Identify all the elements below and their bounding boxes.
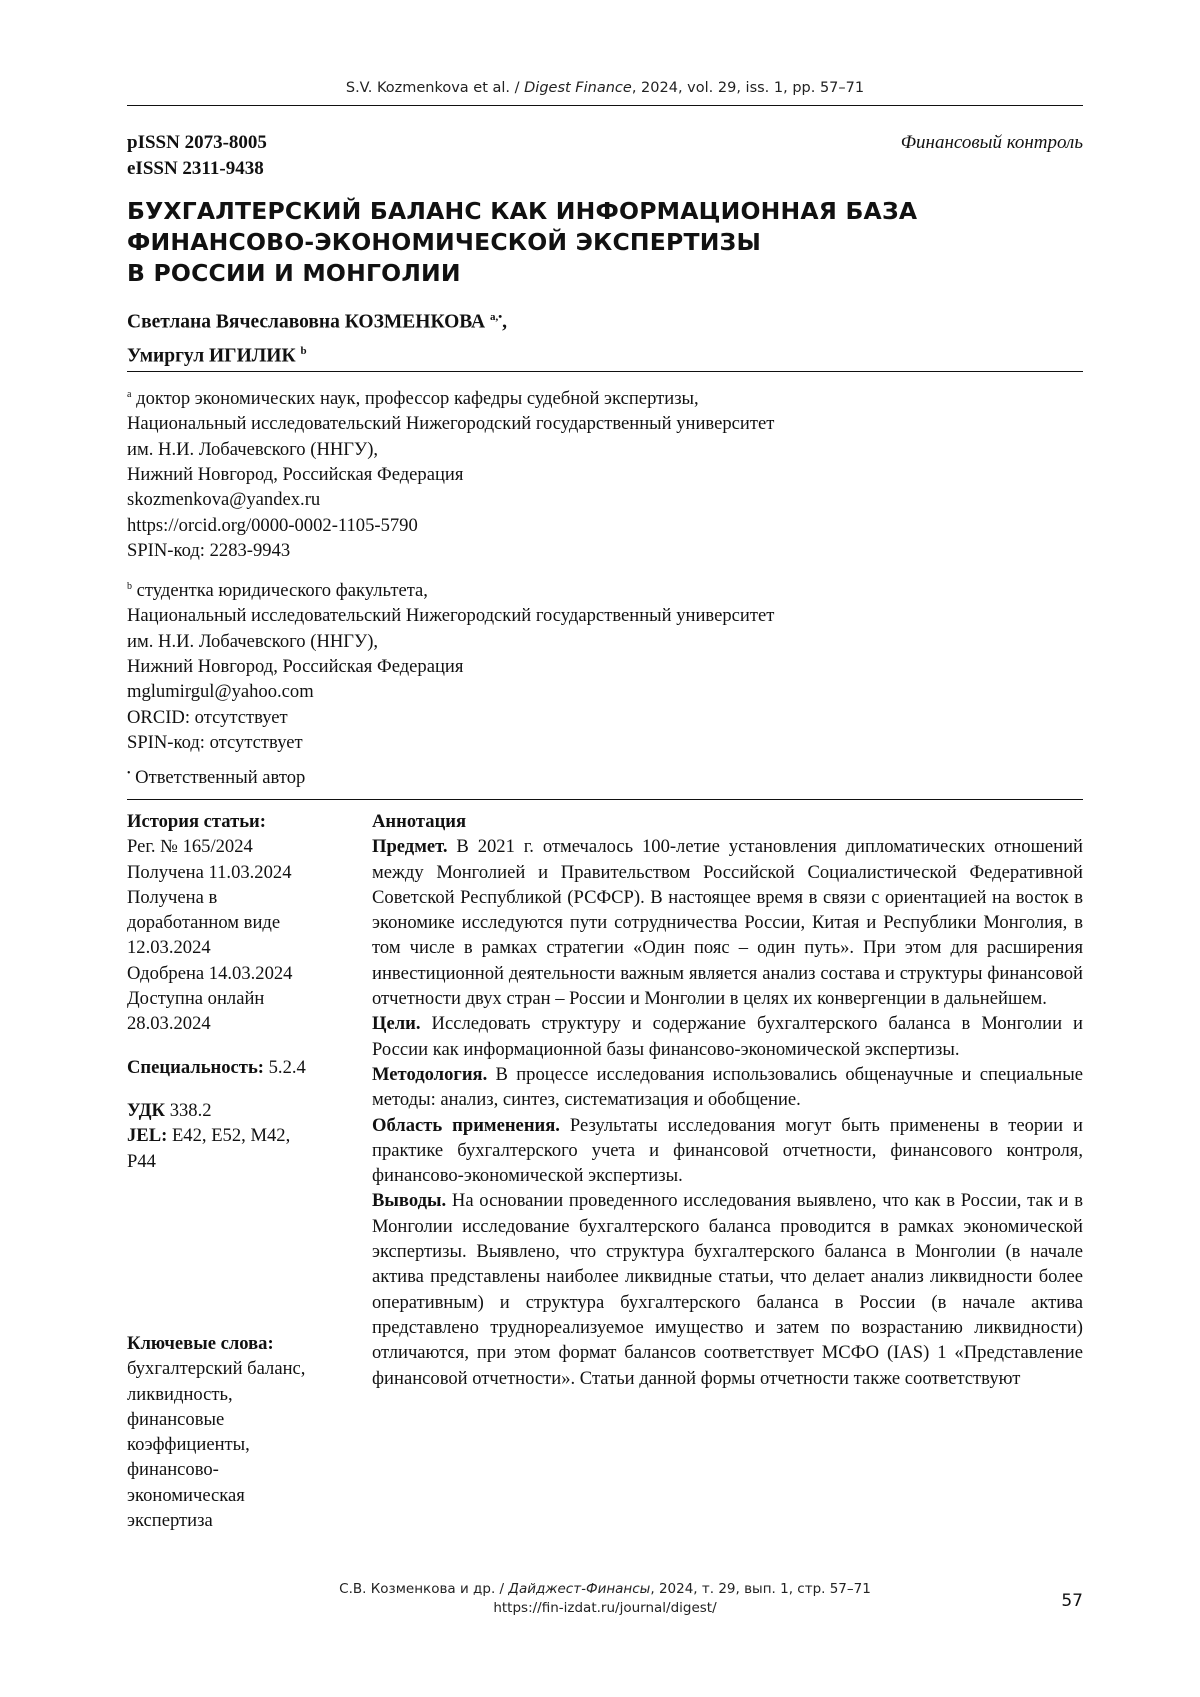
corresponding-text: Ответственный автор [135,767,306,788]
keyword-line: финансовые [127,1408,225,1430]
footer-citation [127,1580,1083,1599]
abstract [372,809,1083,1391]
article-metadata [127,809,347,1174]
metadata-rule [127,799,1083,800]
abstract-methods [372,1062,1083,1113]
running-head [127,80,1083,96]
author-name: Умиргул ИГИЛИК [127,345,296,366]
keyword-line: финансово- [127,1459,219,1481]
affiliation-mark: a [127,389,132,400]
abstract-para-text: В 2021 г. отмечалось 100-летие установления дипломатических отношений между Монголией и Правительством Российской Социалистической Федеративной Советской Республикой (РСФСР). В настоящее время в связи с ориентацией на восток в экономике исследуются пути сотрудничества России, Китая и Республики Монголия, в том числе в рамках стратегии «Один пояс – один путь». При этом для расширения инвестиционной деятельности важным является анализ состава и структуры финансовой отчетности двух стран – России и Монголии в целях их конвергенции в дальнейшем. [372,836,1083,1010]
specialty-value: 5.2.4 [268,1056,306,1078]
affiliation-b [127,574,1087,755]
author [127,303,507,337]
jel-value: E42, E52, M42, [171,1125,291,1147]
keyword-line: бухгалтерский баланс, [127,1358,306,1380]
article-title [127,196,1087,289]
abstract-para-head: Выводы. [372,1190,447,1212]
affiliation-university-short: им. Н.И. Лобачевского (ННГУ), [127,630,379,652]
affiliation-university: Национальный исследовательский Нижегородский государственный университет [127,605,775,627]
author-email: skozmenkova@yandex.ru [127,489,321,511]
udc-label: УДК [127,1099,166,1121]
abstract-scope [372,1113,1083,1189]
page-footer [127,1580,1083,1618]
affiliation-city: Нижний Новгород, Российская Федерация [127,464,464,486]
jel-value-continued: P44 [127,1150,156,1172]
affiliation-university: Национальный исследовательский Нижегородский государственный университет [127,413,775,435]
history-line: Получена 11.03.2024 [127,861,292,883]
keyword-line: экономическая [127,1484,245,1506]
abstract-para-head: Предмет. [372,836,448,858]
electronic-issn: eISSN 2311-9438 [127,158,264,179]
running-head-authors: S.V. Kozmenkova et al. / [345,80,525,96]
running-head-journal: Digest Finance [524,80,632,96]
history-heading: История статьи: [127,811,266,832]
abstract-objectives [372,1011,1083,1062]
author-mark: b [300,344,307,357]
history-line: Рег. № 165/2024 [127,836,253,858]
affiliation-position: доктор экономических наук, профессор кафедры судебной экспертизы, [136,388,699,410]
footer-url[interactable]: https://fin-izdat.ru/journal/digest/ [493,1600,717,1616]
author-list [127,303,507,370]
abstract-para-head: Методология. [372,1063,488,1085]
specialty [127,1055,347,1080]
corresponding-author-note [127,767,305,789]
affiliation-a [127,382,1087,563]
affiliation-mark: b [127,581,132,592]
keyword-line: экспертиза [127,1510,213,1532]
affiliation-position: студентка юридического факультета, [136,580,428,602]
udc-value: 338.2 [169,1099,212,1121]
affiliation-city: Нижний Новгород, Российская Федерация [127,656,464,678]
abstract-para-head: Область применения. [372,1114,560,1136]
history-line: 28.03.2024 [127,1013,211,1035]
abstract-para-head: Цели. [372,1013,421,1035]
title-line: ФИНАНСОВО-ЭКОНОМИЧЕСКОЙ ЭКСПЕРТИЗЫ [127,228,762,256]
title-line: В РОССИИ И МОНГОЛИИ [127,259,461,287]
authors-rule [127,371,1083,372]
author-orcid: ORCID: отсутствует [127,706,288,728]
header-rule [127,105,1083,106]
author-orcid: https://orcid.org/0000-0002-1105-5790 [127,514,418,536]
corresponding-mark: • [127,767,131,779]
affiliation-university-short: им. Н.И. Лобачевского (ННГУ), [127,438,379,460]
abstract-conclusions [372,1188,1083,1390]
history-line: доработанном виде [127,912,281,934]
keyword-line: коэффициенты, [127,1434,250,1456]
history-line: Получена в [127,886,218,908]
jel [127,1123,347,1148]
print-issn: pISSN 2073-8005 [127,132,267,153]
author-email: mglumirgul@yahoo.com [127,681,314,703]
author-separator: , [502,311,507,333]
page-number: 57 [1061,1591,1083,1611]
abstract-heading: Аннотация [372,811,467,832]
issn-block [127,130,267,182]
author-spin: SPIN-код: отсутствует [127,731,303,753]
history-line: 12.03.2024 [127,937,211,959]
abstract-para-text: Исследовать структуру и содержание бухгалтерского баланса в Монголии и России как информационной базы финансово-экономической экспертизы. [372,1013,1083,1060]
author-name: Светлана Вячеславовна КОЗМЕНКОВА [127,311,486,333]
footer-citation-rest: , 2024, т. 29, вып. 1, стр. 57–71 [650,1581,871,1597]
specialty-label: Специальность: [127,1056,264,1078]
udc [127,1098,347,1123]
history-line: Доступна онлайн [127,988,265,1010]
jel-label: JEL: [127,1125,168,1147]
footer-journal: Дайджест-Финансы [508,1581,651,1597]
abstract-para-text: На основании проведенного исследования выявлено, что как в России, так и в Монголии исследование бухгалтерского баланса проводится в рамках экономической экспертизы. Выявлено, что структура бухгалтерского баланса в Монголии (в начале актива представлены наиболее ликвидные статьи, что делает анализ ликвидности более оперативным) и структура бухгалтерского баланса в России (в начале актива представлено труднореализуемое имущество и затем по возрастанию ликвидности) отличаются, при этом формат балансов соответствует МСФО (IAS) 1 «Представление финансовой отчетности». Статьи данной формы отчетности также соответствуют [372,1190,1083,1389]
keywords-heading: Ключевые слова: [127,1333,274,1354]
keywords-block [127,1331,347,1533]
running-head-details: , 2024, vol. 29, iss. 1, pp. 57–71 [631,80,865,96]
section-name: Финансовый контроль [900,132,1083,153]
footer-citation-prefix: С.В. Козменкова и др. / [339,1581,509,1597]
title-line: БУХГАЛТЕРСКИЙ БАЛАНС КАК ИНФОРМАЦИОННАЯ БАЗА [127,197,918,225]
abstract-para-text: Результаты исследования могут быть применены в теории и практике бухгалтерского учета и финансовой отчетности, финансового контроля, финансово-экономической экспертизы. [372,1114,1083,1187]
abstract-subject [372,834,1083,1011]
author [127,337,507,371]
history-line: Одобрена 14.03.2024 [127,962,293,984]
author-mark: a,• [490,311,503,323]
keyword-line: ликвидность, [127,1383,233,1405]
author-spin: SPIN-код: 2283-9943 [127,539,291,561]
abstract-para-text: В процессе исследования использовались общенаучные и специальные методы: анализ, синтез, систематизация и обобщение. [372,1063,1084,1111]
